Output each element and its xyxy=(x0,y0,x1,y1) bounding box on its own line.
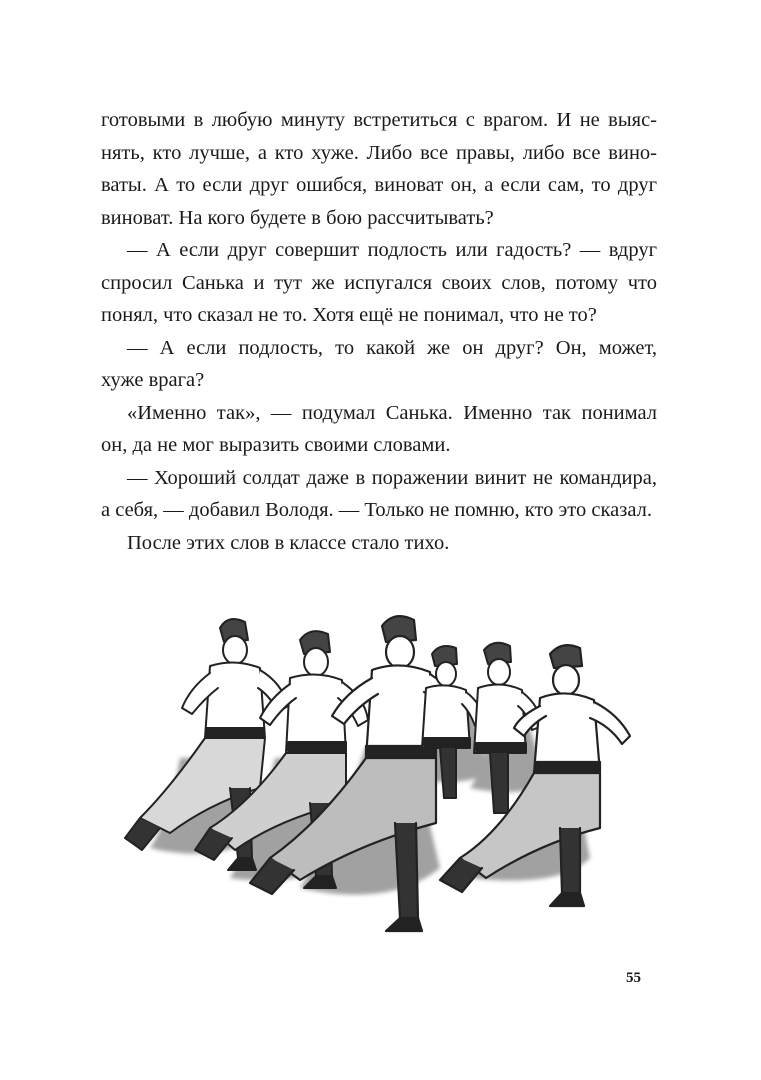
text-line: готовыми в любую минуту встретиться с врагом. И не выяс- xyxy=(101,109,657,131)
text-line: понял, что сказал не то. Хотя ещё не понимал, что не то? xyxy=(101,304,597,326)
text-line: После этих слов в классе стало тихо. xyxy=(127,531,450,554)
text-line: — А если друг совершит подлость или гадость? — вдруг xyxy=(127,239,657,261)
text-line: виноват. На кого будете в бою рассчитывать? xyxy=(101,206,494,229)
text-line: ваты. А то если друг ошибся, виноват он, а если сам, то друг xyxy=(101,174,657,196)
text-line: «Именно так», — подумал Санька. Именно так понимал xyxy=(127,401,657,424)
text-line: хуже врага? xyxy=(101,369,205,391)
text-line: а себя, — добавил Володя. — Только не помню, кто это сказал. xyxy=(101,499,652,521)
marching-soldiers-illustration xyxy=(110,588,670,948)
text-line: нять, кто лучше, а кто хуже. Либо все правы, либо все вино- xyxy=(101,141,657,164)
text-line: он, да не мог выразить своими словами. xyxy=(101,434,451,456)
text-line: спросил Санька и тут же испугался своих слов, потому что xyxy=(101,271,657,294)
text-line: — А если подлость, то какой же он друг? Он, может, xyxy=(127,336,657,359)
text-line: — Хороший солдат даже в поражении винит не командира, xyxy=(127,466,657,489)
page-number: 55 xyxy=(626,970,641,986)
body-text xyxy=(101,104,657,559)
